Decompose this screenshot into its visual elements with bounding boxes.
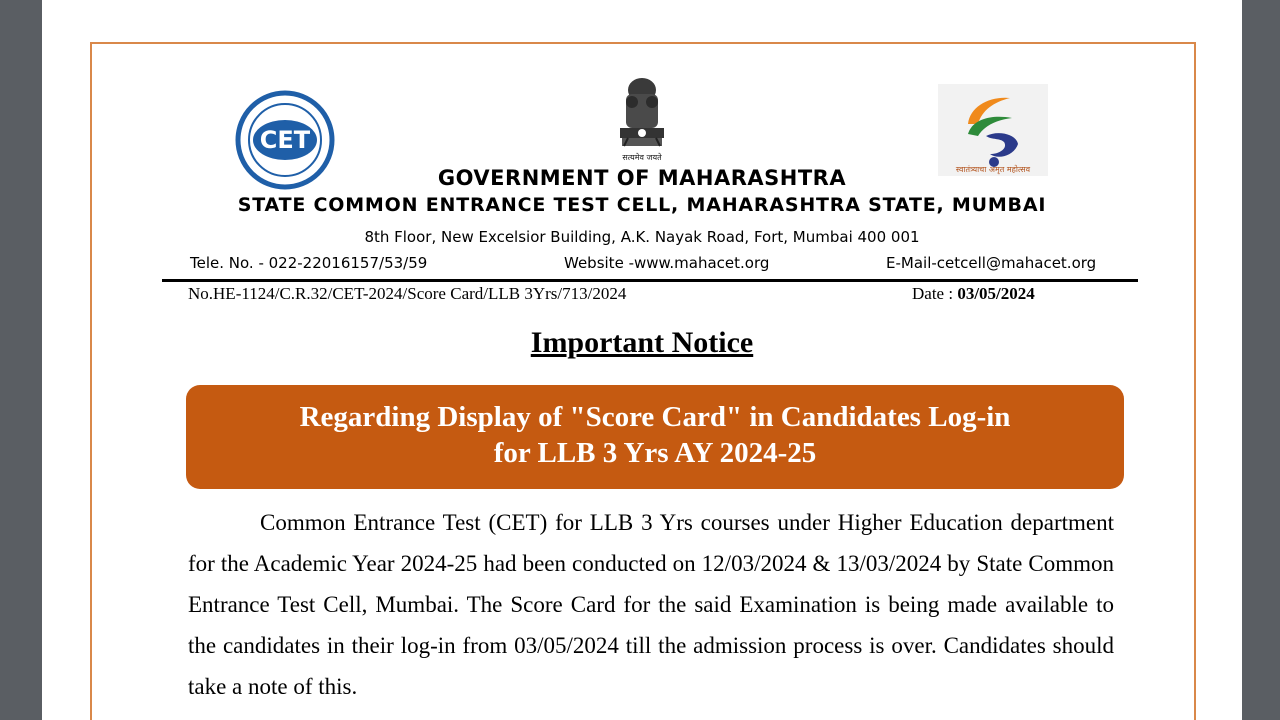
emblem-motto: सत्यमेव जयते xyxy=(622,153,662,162)
amrit-mahotsav-logo xyxy=(938,84,1048,176)
date-value: 03/05/2024 xyxy=(957,284,1035,303)
government-title: GOVERNMENT OF MAHARASHTRA xyxy=(437,166,847,190)
reference-number: No.HE-1124/C.R.32/CET-2024/Score Card/LLB 3Yrs/713/2024 xyxy=(188,284,627,303)
notice-body: Common Entrance Test (CET) for LLB 3 Yrs courses under Higher Education department for the Academic Year 2024-25 had been conducted on 12/03/2024 & 13/03/2024 by State Common Entrance Test Cell, Mumbai. The Score Card for the said Examination is being made available to the candidates in their log-in from 03/05/2024 till the admission process is over. Candidates should take a note of this. xyxy=(188,510,1114,699)
notice-date xyxy=(912,284,1035,304)
banner-line-2: for LLB 3 Yrs AY 2024-25 xyxy=(493,437,817,469)
telephone-number: Tele. No. - 022-22016157/53/59 xyxy=(190,254,428,272)
website-link[interactable]: Website -www.mahacet.org xyxy=(564,254,770,272)
notice-title: Important Notice xyxy=(530,326,754,359)
banner-line-1: Regarding Display of "Score Card" in Candidates Log-in xyxy=(299,401,1011,433)
amrit-mahotsav-text: स्वातंत्र्याचा अमृत महोत्सव xyxy=(955,165,1031,174)
header-divider xyxy=(162,279,1138,282)
cet-logo-text: CET xyxy=(259,126,311,154)
date-label: Date : xyxy=(912,284,954,303)
notice-subject-banner xyxy=(186,385,1124,489)
email-link[interactable]: E-Mail-cetcell@mahacet.org xyxy=(886,254,1097,272)
document-page xyxy=(42,0,1242,720)
office-address: 8th Floor, New Excelsior Building, A.K. Nayak Road, Fort, Mumbai 400 001 xyxy=(364,228,920,246)
cell-title: STATE COMMON ENTRANCE TEST CELL, MAHARASHTRA STATE, MUMBAI xyxy=(237,194,1047,216)
